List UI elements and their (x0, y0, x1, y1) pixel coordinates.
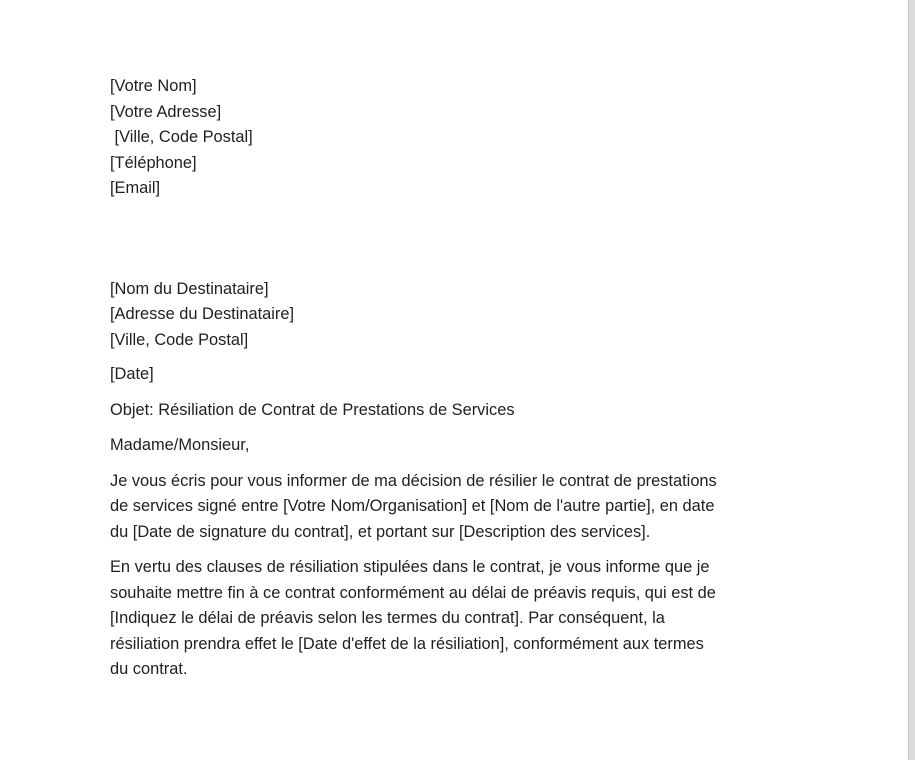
paragraph-2-line: résiliation prendra effet le [Date d'effet de la résiliation], conformément aux termes (110, 634, 704, 653)
paragraph-2 (110, 555, 810, 683)
letter-body (110, 74, 810, 683)
paragraph-1-line: Je vous écris pour vous informer de ma décision de résilier le contrat de prestations (110, 471, 717, 490)
paragraph-1-line: du [Date de signature du contrat], et portant sur [Description des services]. (110, 522, 651, 541)
sender-phone: [Téléphone] (110, 153, 197, 172)
sender-email: [Email] (110, 179, 161, 197)
paragraph-2-line: En vertu des clauses de résiliation stipulées dans le contrat, je vous informe que je (110, 558, 710, 576)
paragraph-1-line: de services signé entre [Votre Nom/Organisation] et [Nom de l'autre partie], en date (110, 497, 715, 515)
paragraph-1 (110, 469, 810, 546)
recipient-address-block (110, 277, 810, 354)
letter-date: [Date] (110, 365, 154, 383)
page-edge (908, 0, 915, 760)
paragraph-2-line: [Indiquez le délai de préavis selon les termes du contrat]. Par conséquent, la (110, 609, 665, 627)
letter-subject: Objet: Résiliation de Contrat de Prestations de Services (110, 400, 515, 419)
recipient-name: [Nom du Destinataire] (110, 279, 269, 298)
recipient-address: [Adresse du Destinataire] (110, 305, 295, 323)
letter-salutation: Madame/Monsieur, (110, 436, 250, 454)
sender-address-block (110, 74, 810, 202)
sender-name: [Votre Nom] (110, 77, 197, 95)
sender-city-postal: [Ville, Code Postal] (110, 128, 253, 146)
sender-address: [Votre Adresse] (110, 102, 222, 121)
paragraph-2-line: du contrat. (110, 660, 188, 678)
paragraph-2-line: souhaite mettre fin à ce contrat conformément au délai de préavis requis, qui est de (110, 583, 716, 602)
recipient-city-postal: [Ville, Code Postal] (110, 330, 249, 349)
